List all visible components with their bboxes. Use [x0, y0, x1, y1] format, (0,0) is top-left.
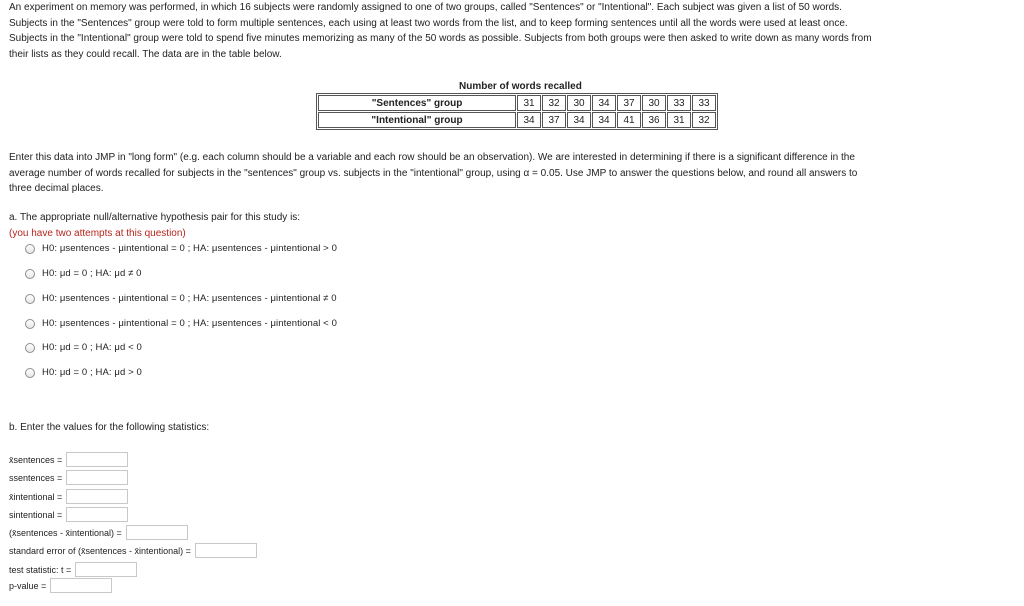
- table-cell: 34: [592, 112, 616, 128]
- hypothesis-option[interactable]: [25, 243, 337, 254]
- option-label: H0: μsentences - μintentional = 0 ; HA: μsentences - μintentional ≠ 0: [42, 293, 337, 304]
- stat-row: [9, 470, 128, 485]
- radio-button[interactable]: [25, 244, 35, 254]
- instructions: [9, 150, 1009, 197]
- stat-label: p-value =: [9, 580, 47, 591]
- radio-button[interactable]: [25, 294, 35, 304]
- table-row: [318, 112, 716, 128]
- hypothesis-option[interactable]: [25, 367, 142, 378]
- sd-sentences-input[interactable]: [66, 470, 128, 485]
- intro-line: Subjects in the "Sentences" group were told to form multiple sentences, each using at least two words from the list, and to keep forming sentences until all the words were used at least once.: [9, 17, 848, 29]
- p-value-input[interactable]: [50, 578, 112, 593]
- table-row: [318, 95, 716, 111]
- table-cell: 41: [617, 112, 641, 128]
- hypothesis-option[interactable]: [25, 342, 142, 353]
- table-cell: 32: [692, 112, 716, 128]
- intro-line: Subjects in the "Intentional" group were told to spend five minutes memorizing as many of the 50 words as possible. Subjects from both groups were then asked to write down as many words from: [9, 33, 872, 45]
- option-label: H0: μd = 0 ; HA: μd < 0: [42, 342, 142, 353]
- stat-row: [9, 562, 137, 577]
- intro-line: their lists as they could recall. The data are in the table below.: [9, 48, 282, 60]
- row-label: "Sentences" group: [318, 95, 516, 111]
- hypothesis-option[interactable]: [25, 268, 142, 279]
- row-label: "Intentional" group: [318, 112, 516, 128]
- stat-row: [9, 578, 112, 593]
- stat-row: [9, 525, 188, 540]
- instructions-line: three decimal places.: [9, 183, 104, 195]
- sd-intentional-input[interactable]: [66, 507, 128, 522]
- radio-button[interactable]: [25, 269, 35, 279]
- table-cell: 32: [542, 95, 566, 111]
- table-cell: 30: [567, 95, 591, 111]
- table-cell: 37: [617, 95, 641, 111]
- problem-intro: [9, 0, 1014, 62]
- mean-difference-input[interactable]: [126, 525, 188, 540]
- stat-label: ssentences =: [9, 472, 63, 483]
- hypothesis-option[interactable]: [25, 318, 337, 329]
- standard-error-input[interactable]: [195, 543, 257, 558]
- table-cell: 31: [667, 112, 691, 128]
- table-cell: 30: [642, 95, 666, 111]
- stat-label: sintentional =: [9, 509, 63, 520]
- table-cell: 31: [517, 95, 541, 111]
- radio-button[interactable]: [25, 343, 35, 353]
- hypothesis-option[interactable]: [25, 293, 337, 304]
- instructions-line: average number of words recalled for subjects in the "sentences" group vs. subjects in the "intentional" group, using α = 0.05. Use JMP to answer the questions below, and round all answers to: [9, 167, 858, 179]
- stat-row: [9, 489, 128, 504]
- stat-label: standard error of (x̄sentences - x̄intentional) =: [9, 545, 191, 556]
- question-a-prompt: a. The appropriate null/alternative hypothesis pair for this study is:: [9, 212, 301, 223]
- table-cell: 37: [542, 112, 566, 128]
- radio-button[interactable]: [25, 368, 35, 378]
- option-label: H0: μd = 0 ; HA: μd > 0: [42, 367, 142, 378]
- table-cell: 36: [642, 112, 666, 128]
- data-table: [316, 93, 718, 130]
- option-label: H0: μsentences - μintentional = 0 ; HA: μsentences - μintentional < 0: [42, 318, 337, 329]
- table-cell: 34: [517, 112, 541, 128]
- stat-label: (x̄sentences - x̄intentional) =: [9, 527, 122, 538]
- intro-line: An experiment on memory was performed, in which 16 subjects were randomly assigned to one of two groups, called "Sentences" or "Intentional". Each subject was given a list of 50 words.: [9, 2, 842, 13]
- stat-row: [9, 507, 128, 522]
- table-cell: 33: [667, 95, 691, 111]
- mean-intentional-input[interactable]: [66, 489, 128, 504]
- option-label: H0: μsentences - μintentional = 0 ; HA: μsentences - μintentional > 0: [42, 243, 337, 254]
- test-statistic-input[interactable]: [75, 562, 137, 577]
- radio-button[interactable]: [25, 319, 35, 329]
- option-label: H0: μd = 0 ; HA: μd ≠ 0: [42, 268, 142, 279]
- table-title: Number of words recalled: [459, 81, 582, 92]
- mean-sentences-input[interactable]: [66, 452, 128, 467]
- table-cell: 34: [567, 112, 591, 128]
- question-b-prompt: b. Enter the values for the following statistics:: [9, 422, 210, 433]
- attempts-note: (you have two attempts at this question): [9, 228, 186, 239]
- stat-row: [9, 543, 257, 558]
- table-cell: 33: [692, 95, 716, 111]
- stat-row: [9, 452, 128, 467]
- stat-label: test statistic: t =: [9, 564, 72, 575]
- instructions-line: Enter this data into JMP in "long form" (e.g. each column should be a variable and each row should be an observation). We are interested in determining if there is a significant difference in the: [9, 152, 855, 163]
- stat-label: x̄sentences =: [9, 454, 63, 465]
- table-cell: 34: [592, 95, 616, 111]
- stat-label: x̄intentional =: [9, 491, 63, 502]
